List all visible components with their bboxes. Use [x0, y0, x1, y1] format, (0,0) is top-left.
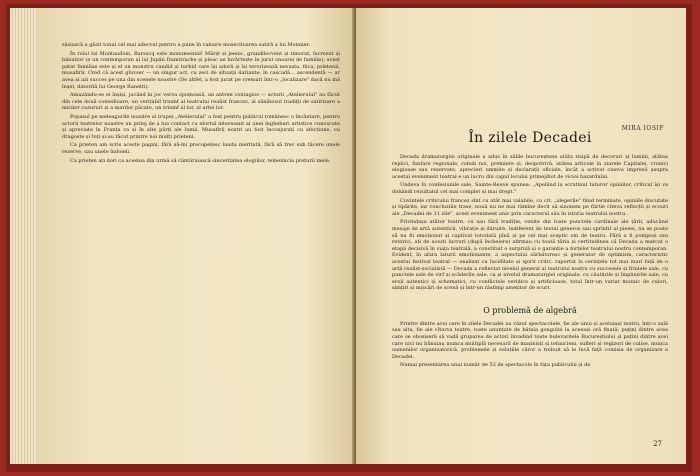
paragraph: Ca prieten am scris aceste pagini, fără să-mi precupețesc lauda meritată, fără să trec sub tăcere unele rezerve, sau unele îndoieli. [62, 142, 340, 155]
paragraph: Decada dramaturgiei originale a adus în sălile bucureștene atâta risipă de decoruri și lumini, atâtea replici, fanfare regionale, robuli noi, premiere și, deopotrivă, atâtea articole în ziarele Capitalei, cronici elogioase sau rezervate, aprecieri ummite și declarații oficiale, încât a activat cineva impresii asupra acestui eveniment teatral e un lucru din capul locului primejdiot de vicioi hazardului. [392, 154, 668, 180]
right-column [392, 154, 668, 369]
paragraph: În rolul lui Montaudoin, Barsacq este monumental! Mărșt și jeenic, grandilocvent și timorat, încrezut și bănuitor (e un contemporan al lui Jupân Dumitrache și pleac ae învârtește în jurul onoarei de familie); acest pater familias este și el un monstru candid și turbid care își adoră și își terorizează nevasta, fiica, prietenii, musafirii. Cred că acest gluvser — un singur act, cu zeci de situații ilariante, în cascadă... ascendentă — ar avea și azi succes pe una din scenele noastre (De altfel, a fost jucat pe vremuri într-o „localizare" dacă nu mă înșel, datorită lui George Ranetti). [62, 50, 340, 90]
paragraph: săsiască a găsit tonul cel mai adecvat pentru a pune în valoare mosecitoarea satiră a lui Monnier. [62, 42, 310, 48]
section-subtitle: O problemă de algebră [483, 305, 577, 315]
article-title: În zilele Decadei [468, 130, 592, 146]
paragraph: Popasul pe meleagurile noastre al trupei „Atelierului" a fost pentru publicul românesc o încântare, pentru actorii teatrelor noastre un prilej de a lua contact cu efortul interesant al unei îngheburi artistice cunoscute și apreciate în Franța ca și în alte părți ale lumii. Musafirii noștri au fost înconjurați cu afecțiune, cu dragoste și toți și-au făcut printre noi mulți prieteni. [62, 113, 340, 140]
left-column [62, 42, 340, 164]
paragraph: Undeva în confesiunile sale, Sainte-Beuve spunea: „Apelând la scrutinul tuturor opiniilor, criticul își va dobândi rezultatul cel mai complet și mai drept." [392, 182, 668, 195]
paragraph: Printre dintre acei care în zilele Decadei au văzut spectacolele, fie ale unui și aceluiași teatru, într-o sală sau alta, fie ale cîtorva teatre, toate anunțate de bătaia gongului la aceeași oră fixată; puțini dintre acea care se obosiseră să vadă gruparea de actori învadind toate bulevardele Bucureștiului și puțini dintre acei care nici nu bănuiau munca multiplă necesară de mașiniști și tehnicieni, sufleri și regizori de culise, munca oamenilor organizatorică, problemele și soluțiile căror a trebuit să le facă față comisia de organizare a Decadei. [392, 320, 668, 360]
page-edges [10, 8, 37, 464]
paragraph: Amuzându-se ei înșiși, jucând în joc verva spumoasă, un antren contagios — actorii „Atelierului" au făcut din cele două comedioare, un veritabil triumf al teatrului realist francez, al sănătosul tradiții de satirizare a micilor cusururi și a marilor păcate, un triumf al lor, al artei lor. [62, 92, 340, 112]
paragraph: Cuvintele criticului francez sînt cu atât mai valabile, cu cit, „alegerile" fiind terminate, opiniile discutate și tipărite, iar concluziile trase, nouă nu ne mai rămîne decît să sinonem pe fürtie citeva reflecții și ecouri ale „Decadei de 11 zile", acest eveniment unic prin caracterul său în istoria teatrului nostru. [392, 197, 668, 217]
paragraph: Privindașa atâtor teatre, cu sau fără tradiție, venite din toate punctele cardinale ale țării, aducând mesaje de artă autentică, vibrație și dăruire, indiferent de textul generos sau sprintit al piesei, nu se poate să nu fii emoționat și captivat totodată pînă și pe cel mai sceptic om de teatru. Fără a fi pompoși sau retorici, ați de acești lucruri (după încheiere) afirmau cu toată tăria și certitudinea că Decada a marcat o etapă decisivă în viața teatrală, a constituit o surpriză și o garanție a forțelor teatrului nostru contemporan. Evident, în afara laturii emoționante, a aspectului sărbătoresc și generator de optimism, caracteristic acestui festival teatral — analizat cu luciditate și spirit critic, raportat la cerințele tot mai mari față de o artă realist-socialistă — Decada a reflectat nivelul general al teatrului nostru cu succesele și friniele sale, cu punctele sale de virf și scăderile sale, ca și nivelul dramaturgiei originale, cu căutările și împlinirile sale, cu eroii autentici și schematici, cu conflictele veridice și artificioase, totul într-un variat mozaic de culori, simțiri și mișcări de scenă și într-un răsfimp amețitor de scurt. [392, 219, 668, 292]
article-author: MIRA IOSIF [621, 125, 664, 132]
paragraph: Numai prezentarea unui număr de 52 de spectacole în fața publicului și de [400, 362, 591, 369]
right-page [356, 8, 686, 464]
page-number: 27 [653, 440, 662, 448]
paragraph: Ca prieten ați dori ca acestea din urmă să cântăruiască sinceritatea elogiilor, temeinicia prețurii mele. [70, 157, 331, 164]
left-page [36, 8, 354, 464]
